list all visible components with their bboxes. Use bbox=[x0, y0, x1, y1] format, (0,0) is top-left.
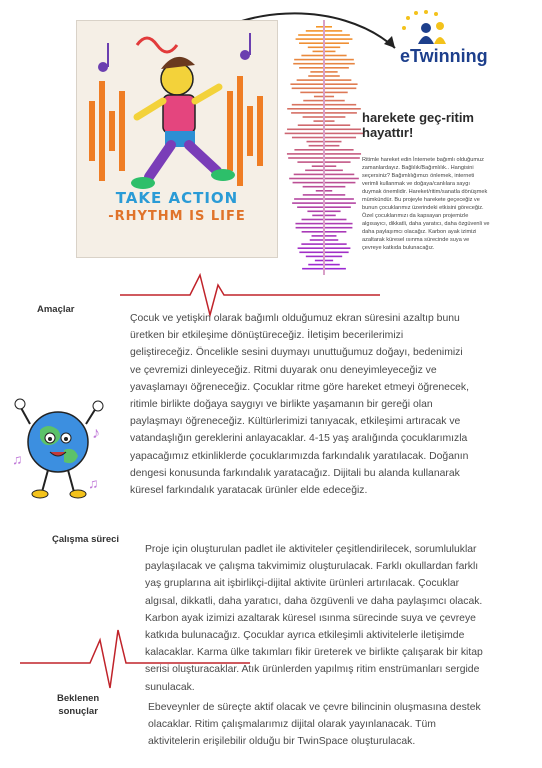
paragraph-line: Çocuk ve yetişkin olarak bağımlı olduğumuz ekran süresini azaltıp bunu bbox=[130, 313, 460, 324]
paragraph-line: ve çevremizi dinleyeceğiz. Ritmi duyarak onu deneyimleyeceğiz ve bbox=[130, 364, 437, 376]
paragraph-line: küresel farkındalık yaratacak ürünler elde edeceğiz. bbox=[130, 485, 368, 497]
paragraph-line: geliştireceğiz. Öncelikle sesini duymayı unuttuğumuz doğayı, bedenimizi bbox=[130, 347, 463, 359]
paragraph-line: aktivitelerin erişilebilir olduğu bir TwinSpace oluşturulacak. bbox=[148, 736, 416, 748]
wave-axis bbox=[323, 20, 325, 275]
paragraph-line: paylaşmayı öğreneceğiz. Kültürlerimizi tanıyacak, etkileşimi artıracak ve bbox=[130, 416, 461, 428]
calisma-paragraph bbox=[145, 541, 535, 696]
paragraph-line: algısal, dikkatli, daha yaratıcı, daha özgüvenli ve daha paylaşımcı olacak. bbox=[145, 595, 483, 607]
paragraph-line: kalacaklar. Karma ülke takımları fikir üreterek ve birlikte çalışarak bir kitap bbox=[145, 647, 483, 659]
etwinning-logo-text: eTwinning bbox=[400, 46, 488, 66]
paragraph-line: üretken bir etkileşime dönüştüreceğiz. İletişim becerilerimizi bbox=[130, 330, 404, 342]
paragraph-line: yavaşlamayı öğreneceğiz. Çocuklar ritme göre hareket etmeyi öğrenecek, bbox=[130, 381, 470, 393]
hero-caption-line1: TAKE ACTION bbox=[115, 189, 239, 207]
globe-mascot-illustration bbox=[10, 394, 110, 504]
intro-title bbox=[362, 110, 512, 140]
paragraph-line: vatandaşlığın gereklerini anlayacaklar. 4-15 yaş aralığında çocuklarımızla bbox=[130, 433, 468, 445]
paragraph-line: Proje için oluşturulan padlet ile aktiviteler çeşitlendirilecek, sorumluluklar bbox=[145, 544, 477, 555]
hero-caption-line2: -RHYTHM IS LIFE bbox=[108, 209, 246, 224]
paragraph-line: serisi oluşturacaklar. Atık ürünlerden yapılmış ritim enstrümanları sergide bbox=[145, 664, 480, 676]
paragraph-line: yaş gruplarına ait işbirlikçi-dijital aktivite ürünleri artırılacak. Çocuklar bbox=[145, 578, 460, 590]
amaclar-paragraph bbox=[130, 310, 525, 499]
paragraph-line: Karbon ayak izimizi azaltarak küresel ısınma sürecinde suya ve çevreye bbox=[145, 612, 476, 624]
etwinning-logo bbox=[396, 8, 516, 70]
paragraph-line: yapacağımız etkinliklerde çocuklarımızda farkındalık yaratılacak. Doğanın bbox=[130, 450, 469, 462]
svg-text:♫: ♫ bbox=[88, 475, 99, 491]
paragraph-line: katkıda bulunacağız. Çocuklar ayrıca etkileşimli aktivitelerle iletişimde bbox=[145, 630, 465, 642]
sound-wave-graphic bbox=[282, 20, 366, 275]
section-label-calisma: Çalışma süreci bbox=[52, 534, 120, 545]
hero-illustration bbox=[76, 20, 278, 258]
paragraph-line: Ebeveynler de süreçte aktif olacak ve çevre bilincinin oluşmasına destek bbox=[148, 702, 481, 713]
paragraph-line: paylaşılacak ve çalışma takvimimiz oluşturulacak. Farklı okullardan farklı bbox=[145, 561, 479, 573]
intro-title-line2: hayattır! bbox=[362, 125, 414, 140]
section-label-amaclar: Amaçlar bbox=[37, 304, 75, 315]
paragraph-line: ritimle birlikte doğaya saygıyı ve birlikte yaşamanın bir gereği olan bbox=[130, 399, 433, 411]
beklenen-label-line2: sonuçlar bbox=[58, 706, 98, 717]
paragraph-line: sunulacak. bbox=[145, 681, 195, 693]
paragraph-line: dengesi konusunda farkındalık yaratacağız. Dijitali bu alanda kullanarak bbox=[130, 467, 460, 479]
intro-title-line1: harekete geç-ritim bbox=[362, 110, 474, 125]
svg-text:♪: ♪ bbox=[92, 425, 100, 442]
paragraph-line: olacaklar. Ritim çalışmalarımız dijital olarak yayınlanacak. Tüm bbox=[148, 719, 436, 731]
beklenen-paragraph bbox=[148, 699, 533, 751]
intro-body: Ritimle hareket edin İnternete bağımlı olduğumuz zamanlardayız. Bağlılık/Bağımlılık.. Hangisini seçersiniz? Bağımlılığımızı önlemek, interneti verimli kullanmak ve doğaya/canlılara saygı duymak önemlidir. Hareket/ritim/sanatla dönüşmek mümkündür. Bu projeyle harekete geçeceğiz ve bunun çocuklarımız üzerindeki etkisini göreceğiz. Özel çocuklarımızı da kapsayan projemizle algısayıcı, dikkatli, daha yaratıcı, daha özgüvenli ve daha paylaşımcı olacağız. Karbon ayak izimizi azaltarak küresel ısınma sürecinde suya ve çevreye katkıda bulunacağız. bbox=[362, 157, 490, 251]
section-label-beklenen bbox=[57, 692, 99, 718]
svg-text:♫: ♫ bbox=[12, 451, 23, 467]
beklenen-label-line1: Beklenen bbox=[57, 693, 100, 704]
